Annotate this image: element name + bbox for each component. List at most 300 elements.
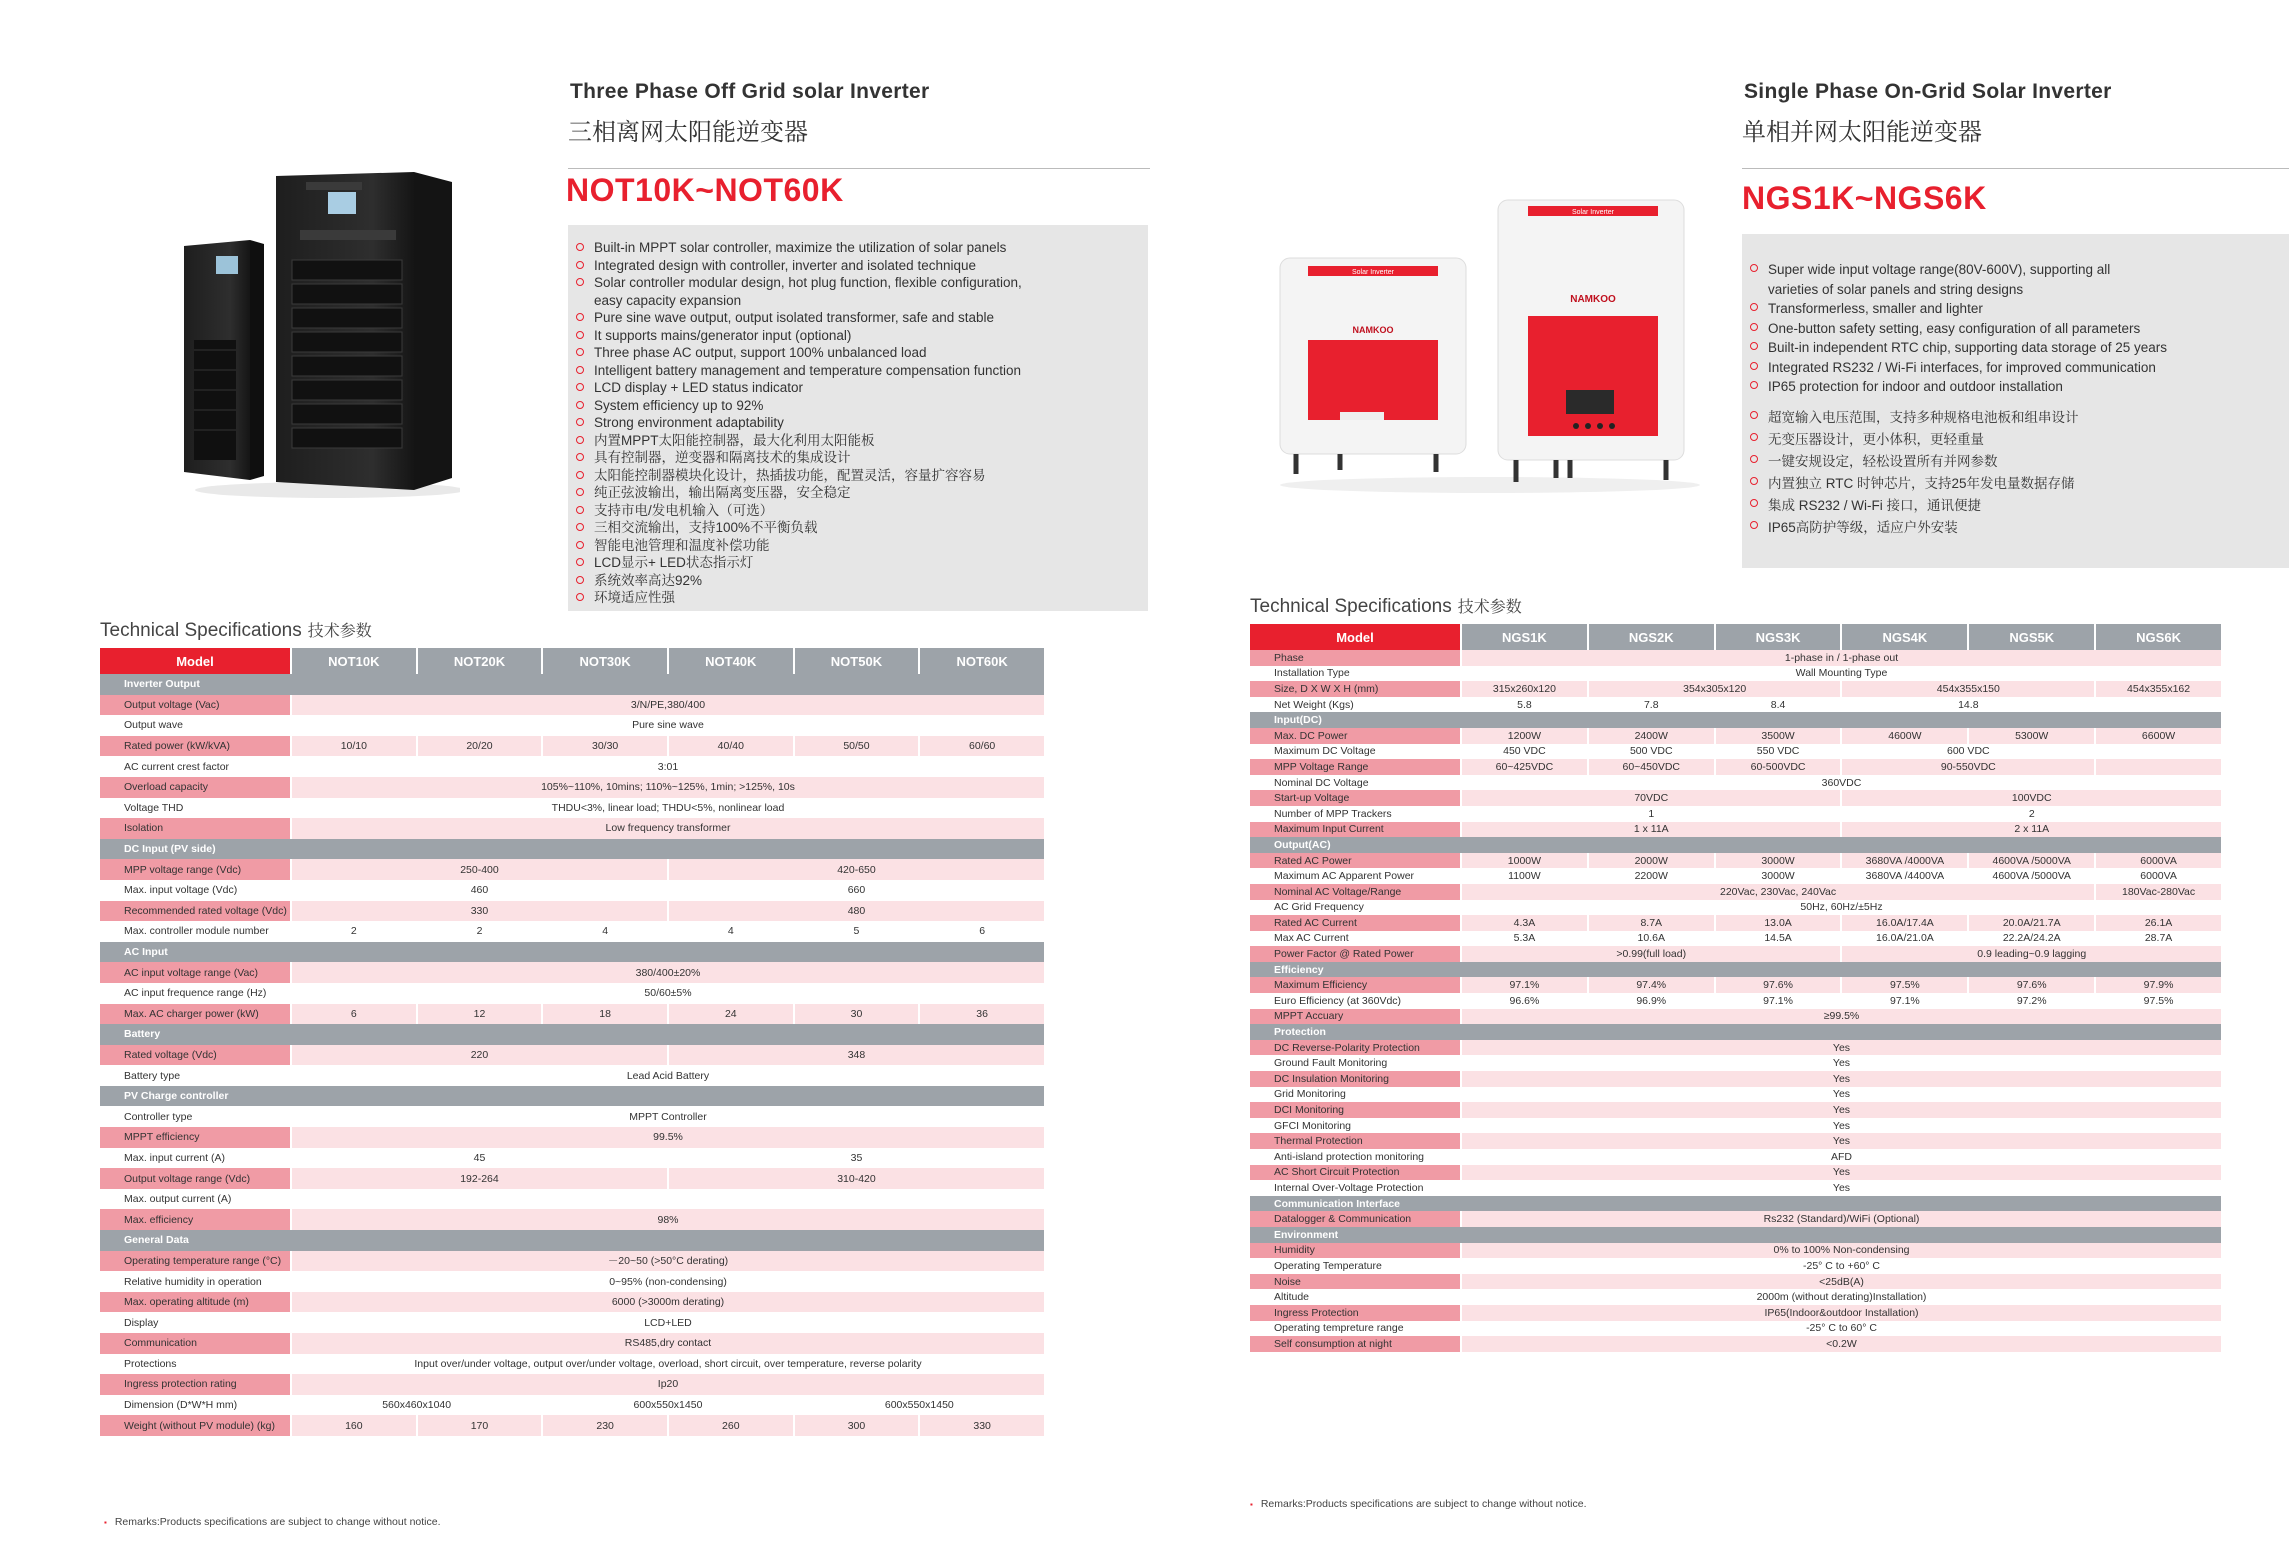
- spec-value: 8.4: [1716, 697, 1841, 713]
- spec-value: 450 VDC: [1462, 744, 1587, 760]
- feature-item: Integrated RS232 / Wi-Fi interfaces, for improved communication: [1742, 358, 2289, 378]
- table-row: [1250, 697, 2221, 713]
- spec-value: 70VDC: [1462, 790, 1840, 806]
- spec-label: Noise: [1250, 1274, 1460, 1290]
- brand-logo-left: NAMKOO: [1352, 325, 1394, 335]
- section-row: [100, 1230, 1044, 1251]
- spec-value: 500 VDC: [1589, 744, 1714, 760]
- section-row: [100, 674, 1044, 695]
- spec-value: 97.9%: [2096, 977, 2221, 993]
- table-row: [100, 798, 1044, 819]
- table-row: [1250, 1274, 2221, 1290]
- left-specs-heading: [100, 618, 372, 642]
- spec-label: Output voltage range (Vdc): [100, 1168, 290, 1189]
- spec-value: Rs232 (Standard)/WiFi (Optional): [1462, 1211, 2221, 1227]
- spec-value: 6000VA: [2096, 868, 2221, 884]
- feature-item: Three phase AC output, support 100% unbalanced load: [568, 344, 1148, 362]
- spec-value: 28.7A: [2096, 931, 2221, 947]
- spec-value: 12: [418, 1004, 542, 1025]
- table-row: [1250, 993, 2221, 1009]
- specs-title: Technical Specifications: [100, 620, 302, 641]
- spec-label: GFCI Monitoring: [1250, 1118, 1460, 1134]
- spec-value: 3000W: [1716, 853, 1841, 869]
- spec-value: 5: [795, 921, 919, 942]
- spec-value: 4.3A: [1462, 915, 1587, 931]
- spec-value: 220Vac, 230Vac, 240Vac: [1462, 884, 2094, 900]
- spec-value: 454x355x162: [2096, 681, 2221, 697]
- spec-label: Dimension (D*W*H mm): [100, 1395, 290, 1416]
- spec-label: AC Short Circuit Protection: [1250, 1165, 1460, 1181]
- inverter-label-left: Solar Inverter: [1351, 269, 1395, 276]
- spec-value: 420-650: [669, 859, 1044, 880]
- table-row: [100, 1106, 1044, 1127]
- spec-value: 380/400±20%: [292, 962, 1044, 983]
- feature-item: LCD display + LED status indicator: [568, 379, 1148, 397]
- spec-value: 3680VA /4400VA: [1842, 868, 1967, 884]
- section-label: Output(AC): [1250, 837, 2221, 853]
- spec-label: Maximum Efficiency: [1250, 977, 1460, 993]
- table-row: [100, 901, 1044, 922]
- spec-label: Weight (without PV module) (kg): [100, 1415, 290, 1436]
- section-label: Inverter Output: [100, 674, 1044, 695]
- spec-value: LCD+LED: [292, 1312, 1044, 1333]
- right-spec-table: [1248, 624, 2223, 1352]
- spec-value: 480: [669, 901, 1044, 922]
- spec-label: Max. operating altitude (m): [100, 1292, 290, 1313]
- table-row: [100, 1045, 1044, 1066]
- spec-value: 30/30: [543, 736, 667, 757]
- spec-value: 50/50: [795, 736, 919, 757]
- left-title-cn: 三相离网太阳能逆变器: [568, 119, 808, 146]
- spec-value: Pure sine wave: [292, 715, 1044, 736]
- spec-value: Ip20: [292, 1374, 1044, 1395]
- spec-value: 330: [920, 1415, 1044, 1436]
- spec-value: 35: [669, 1148, 1044, 1169]
- table-row: [1250, 1305, 2221, 1321]
- spec-value: 10/10: [292, 736, 416, 757]
- spec-value: 3680VA /4000VA: [1842, 853, 1967, 869]
- table-row: [100, 1354, 1044, 1375]
- spec-value: 50/60±5%: [292, 983, 1044, 1004]
- spec-value: 14.5A: [1716, 931, 1841, 947]
- spec-value: －20~50 (>50°C derating): [292, 1251, 1044, 1272]
- table-row: [100, 1251, 1044, 1272]
- spec-label: Operating temperature range (°C): [100, 1251, 290, 1272]
- on-grid-inverters-image: [1270, 190, 1710, 500]
- spec-label: Euro Efficiency (at 360Vdc): [1250, 993, 1460, 1009]
- model-header: Model: [100, 648, 290, 674]
- table-row: [100, 1333, 1044, 1354]
- spec-value: 97.2%: [1969, 993, 2094, 1009]
- feature-item: Strong environment adaptability: [568, 414, 1148, 432]
- spec-label: Number of MPP Trackers: [1250, 806, 1460, 822]
- spec-label: Nominal DC Voltage: [1250, 775, 1460, 791]
- spec-value: 3000W: [1716, 868, 1841, 884]
- spec-label: DC Reverse-Polarity Protection: [1250, 1040, 1460, 1056]
- specs-title-cn: 技术参数: [307, 623, 372, 640]
- brand-logo-right: NAMKOO: [1570, 294, 1616, 305]
- feature-item: System efficiency up to 92%: [568, 397, 1148, 415]
- table-row: [100, 921, 1044, 942]
- table-row: [100, 880, 1044, 901]
- spec-label: Operating tempreture range: [1250, 1321, 1460, 1337]
- table-row: [1250, 1102, 2221, 1118]
- section-row: [1250, 712, 2221, 728]
- spec-value: 5.8: [1462, 697, 1587, 713]
- spec-value: 220: [292, 1045, 667, 1066]
- spec-label: Controller type: [100, 1106, 290, 1127]
- section-label: Protection: [1250, 1024, 2221, 1040]
- section-label: Battery: [100, 1024, 1044, 1045]
- table-row: [1250, 884, 2221, 900]
- spec-value: [2096, 744, 2221, 760]
- spec-value: -25° C to +60° C: [1462, 1258, 2221, 1274]
- spec-value: 60~425VDC: [1462, 759, 1587, 775]
- spec-value: 98%: [292, 1209, 1044, 1230]
- table-row: [1250, 1258, 2221, 1274]
- table-row: [1250, 1243, 2221, 1259]
- specs-title-cn: 技术参数: [1457, 599, 1522, 616]
- right-divider: [1742, 168, 2289, 169]
- section-row: [100, 839, 1044, 860]
- spec-label: Grid Monitoring: [1250, 1087, 1460, 1103]
- spec-value: 3500W: [1716, 728, 1841, 744]
- spec-label: Thermal Protection: [1250, 1133, 1460, 1149]
- spec-value: Yes: [1462, 1055, 2221, 1071]
- spec-value: 50Hz, 60Hz/±5Hz: [1462, 900, 2221, 916]
- table-row: [1250, 806, 2221, 822]
- spec-value: [2096, 697, 2221, 713]
- spec-value: 330: [292, 901, 667, 922]
- table-row: [1250, 1009, 2221, 1025]
- spec-value: 105%~110%, 10mins; 110%~125%, 1min; >125%, 10s: [292, 777, 1044, 798]
- table-row: [100, 859, 1044, 880]
- feature-item-cn: LCD显示+ LED状态指示灯: [568, 554, 1148, 572]
- spec-value: 160: [292, 1415, 416, 1436]
- table-row: [1250, 728, 2221, 744]
- spec-value: Yes: [1462, 1087, 2221, 1103]
- spec-value: 1 x 11A: [1462, 822, 1840, 838]
- spec-value: 14.8: [1842, 697, 2094, 713]
- spec-value: 0.9 leading~0.9 lagging: [1842, 946, 2221, 962]
- feature-item-cn: 支持市电/发电机输入（可选）: [568, 502, 1148, 520]
- inverter-label-right: Solar Inverter: [1571, 209, 1615, 216]
- model-column-header: NOT30K: [543, 648, 667, 674]
- section-label: Environment: [1250, 1227, 2221, 1243]
- spec-label: Rated AC Power: [1250, 853, 1460, 869]
- spec-value: 250-400: [292, 859, 667, 880]
- spec-value: 97.6%: [1969, 977, 2094, 993]
- spec-value: [292, 1189, 1044, 1210]
- section-row: [1250, 1024, 2221, 1040]
- off-grid-inverter-cabinets-image: [180, 160, 460, 500]
- spec-value: MPPT Controller: [292, 1106, 1044, 1127]
- left-model-range: NOT10K~NOT60K: [566, 172, 844, 208]
- spec-value: 1100W: [1462, 868, 1587, 884]
- left-spec-table: [98, 648, 1046, 1436]
- spec-value: 2: [292, 921, 416, 942]
- spec-label: Output wave: [100, 715, 290, 736]
- spec-label: Phase: [1250, 650, 1460, 666]
- table-row: [1250, 1133, 2221, 1149]
- table-row: [1250, 1071, 2221, 1087]
- spec-value: 30: [795, 1004, 919, 1025]
- spec-value: 60-500VDC: [1716, 759, 1841, 775]
- left-features-cn: [568, 432, 1148, 607]
- table-row: [100, 1189, 1044, 1210]
- table-row: [1250, 1040, 2221, 1056]
- model-column-header: NGS4K: [1842, 624, 1967, 650]
- table-row: [100, 1065, 1044, 1086]
- spec-value: 97.1%: [1716, 993, 1841, 1009]
- spec-value: 26.1A: [2096, 915, 2221, 931]
- spec-value: Lead Acid Battery: [292, 1065, 1044, 1086]
- left-divider: [568, 168, 1150, 169]
- feature-item: It supports mains/generator input (optional): [568, 327, 1148, 345]
- spec-label: DC Insulation Monitoring: [1250, 1071, 1460, 1087]
- feature-item-cn: 超宽输入电压范围，支持多种规格电池板和组串设计: [1742, 407, 2289, 429]
- spec-value: 230: [543, 1415, 667, 1436]
- table-row: [1250, 1336, 2221, 1352]
- spec-value: 100VDC: [1842, 790, 2221, 806]
- feature-item-cn: 三相交流输出，支持100%不平衡负载: [568, 519, 1148, 537]
- spec-value: 18: [543, 1004, 667, 1025]
- spec-value: 3/N/PE,380/400: [292, 695, 1044, 716]
- table-row: [1250, 915, 2221, 931]
- spec-value: 96.6%: [1462, 993, 1587, 1009]
- spec-label: Max. output current (A): [100, 1189, 290, 1210]
- spec-value: 560x460x1040: [292, 1395, 541, 1416]
- table-row: [100, 695, 1044, 716]
- spec-value: 600x550x1450: [543, 1395, 792, 1416]
- spec-label: Max. controller module number: [100, 921, 290, 942]
- spec-label: Display: [100, 1312, 290, 1333]
- spec-value: 315x260x120: [1462, 681, 1587, 697]
- spec-value: <0.2W: [1462, 1336, 2221, 1352]
- section-row: [1250, 1196, 2221, 1212]
- model-column-header: NOT60K: [920, 648, 1044, 674]
- spec-value: 2000W: [1589, 853, 1714, 869]
- spec-value: 6000VA: [2096, 853, 2221, 869]
- spec-value: 300: [795, 1415, 919, 1436]
- spec-label: Internal Over-Voltage Protection: [1250, 1180, 1460, 1196]
- spec-label: Max. AC charger power (kW): [100, 1004, 290, 1025]
- spec-label: AC input frequence range (Hz): [100, 983, 290, 1004]
- table-row: [1250, 853, 2221, 869]
- model-header: Model: [1250, 624, 1460, 650]
- spec-label: Self consumption at night: [1250, 1336, 1460, 1352]
- spec-value: 5.3A: [1462, 931, 1587, 947]
- feature-item-cn: 内置MPPT太阳能控制器，最大化利用太阳能板: [568, 432, 1148, 450]
- spec-value: 97.1%: [1462, 977, 1587, 993]
- right-feature-box: [1742, 234, 2289, 568]
- table-row: [100, 1312, 1044, 1333]
- table-row: [100, 777, 1044, 798]
- table-row: [1250, 946, 2221, 962]
- spec-value: Yes: [1462, 1118, 2221, 1134]
- spec-label: MPPT Accuary: [1250, 1009, 1460, 1025]
- spec-value: 1000W: [1462, 853, 1587, 869]
- spec-value: 354x305x120: [1589, 681, 1841, 697]
- table-row: [100, 1415, 1044, 1436]
- feature-item-continued: varieties of solar panels and string designs: [1768, 281, 2024, 297]
- spec-label: DCI Monitoring: [1250, 1102, 1460, 1118]
- spec-value: 600 VDC: [1842, 744, 2094, 760]
- section-label: General Data: [100, 1230, 1044, 1251]
- feature-item: Pure sine wave output, output isolated transformer, safe and stable: [568, 309, 1148, 327]
- feature-item: Built-in MPPT solar controller, maximize the utilization of solar panels: [568, 239, 1148, 257]
- section-label: Input(DC): [1250, 712, 2221, 728]
- section-label: DC Input (PV side): [100, 839, 1044, 860]
- right-title-cn: 单相并网太阳能逆变器: [1742, 119, 1982, 146]
- feature-item-cn: 智能电池管理和温度补偿功能: [568, 537, 1148, 555]
- spec-value: 24: [669, 1004, 793, 1025]
- spec-label: Isolation: [100, 818, 290, 839]
- spec-value: RS485,dry contact: [292, 1333, 1044, 1354]
- section-row: [100, 1024, 1044, 1045]
- table-row: [1250, 790, 2221, 806]
- table-row: [1250, 1055, 2221, 1071]
- spec-label: Maximum AC Apparent Power: [1250, 868, 1460, 884]
- spec-value: 2200W: [1589, 868, 1714, 884]
- spec-label: Recommended rated voltage (Vdc): [100, 901, 290, 922]
- spec-label: Ingress Protection: [1250, 1305, 1460, 1321]
- table-row: [100, 1004, 1044, 1025]
- spec-value: 550 VDC: [1716, 744, 1841, 760]
- feature-item-cn: 无变压器设计，更小体积，更轻重量: [1742, 429, 2289, 451]
- feature-item-cn: 环境适应性强: [568, 589, 1148, 607]
- spec-label: Max AC Current: [1250, 931, 1460, 947]
- feature-item: Super wide input voltage range(80V-600V), supporting all: [1742, 260, 2289, 280]
- right-features-cn: [1742, 407, 2289, 539]
- spec-value: 13.0A: [1716, 915, 1841, 931]
- spec-value: 2400W: [1589, 728, 1714, 744]
- feature-item-cn: 一键安规设定，轻松设置所有并网参数: [1742, 451, 2289, 473]
- spec-label: Power Factor @ Rated Power: [1250, 946, 1460, 962]
- spec-value: 4: [543, 921, 667, 942]
- table-row: [100, 818, 1044, 839]
- spec-value: 40/40: [669, 736, 793, 757]
- model-column-header: NOT20K: [418, 648, 542, 674]
- spec-value: [2096, 759, 2221, 775]
- feature-item: Built-in independent RTC chip, supporting data storage of 25 years: [1742, 338, 2289, 358]
- section-row: [100, 1086, 1044, 1107]
- spec-value: 97.4%: [1589, 977, 1714, 993]
- table-row: [1250, 1149, 2221, 1165]
- feature-item-cn: 太阳能控制器模块化设计，热插拔功能，配置灵活，容量扩容容易: [568, 467, 1148, 485]
- spec-label: AC input voltage range (Vac): [100, 962, 290, 983]
- model-column-header: NGS6K: [2096, 624, 2221, 650]
- spec-value: 310-420: [669, 1168, 1044, 1189]
- spec-value: 170: [418, 1415, 542, 1436]
- spec-label: Output voltage (Vac): [100, 695, 290, 716]
- spec-label: Ingress protection rating: [100, 1374, 290, 1395]
- spec-value: 2: [418, 921, 542, 942]
- table-row: [1250, 1165, 2221, 1181]
- spec-value: 4: [669, 921, 793, 942]
- spec-value: 260: [669, 1415, 793, 1436]
- right-model-range: NGS1K~NGS6K: [1742, 180, 1987, 216]
- left-features-en: [568, 225, 1148, 432]
- spec-label: Datalogger & Communication: [1250, 1211, 1460, 1227]
- table-row: [1250, 759, 2221, 775]
- table-row: [100, 1292, 1044, 1313]
- table-row: [100, 1374, 1044, 1395]
- spec-label: Rated voltage (Vdc): [100, 1045, 290, 1066]
- spec-label: AC current crest factor: [100, 756, 290, 777]
- table-row: [100, 1395, 1044, 1416]
- spec-label: Operating Temperature: [1250, 1258, 1460, 1274]
- table-row: [1250, 1118, 2221, 1134]
- spec-value: 660: [669, 880, 1044, 901]
- spec-value: 10.6A: [1589, 931, 1714, 947]
- spec-label: Maximum Input Current: [1250, 822, 1460, 838]
- model-column-header: NGS1K: [1462, 624, 1587, 650]
- table-row: [100, 962, 1044, 983]
- spec-value: AFD: [1462, 1149, 2221, 1165]
- spec-value: ≥99.5%: [1462, 1009, 2221, 1025]
- table-row: [100, 1127, 1044, 1148]
- left-feature-box: [568, 225, 1148, 611]
- table-row: [100, 736, 1044, 757]
- spec-value: 454x355x150: [1842, 681, 2094, 697]
- spec-label: MPPT efficiency: [100, 1127, 290, 1148]
- spec-value: 6600W: [2096, 728, 2221, 744]
- table-row: [100, 983, 1044, 1004]
- spec-value: >0.99(full load): [1462, 946, 1840, 962]
- spec-value: Yes: [1462, 1180, 2221, 1196]
- table-row: [1250, 931, 2221, 947]
- left-title-en: Three Phase Off Grid solar Inverter: [570, 80, 930, 103]
- spec-label: Protections: [100, 1354, 290, 1375]
- spec-label: Nominal AC Voltage/Range: [1250, 884, 1460, 900]
- spec-value: 180Vac-280Vac: [2096, 884, 2221, 900]
- right-title-en: Single Phase On-Grid Solar Inverter: [1744, 80, 2112, 103]
- model-column-header: NGS5K: [1969, 624, 2094, 650]
- spec-value: 22.2A/24.2A: [1969, 931, 2094, 947]
- spec-value: 1: [1462, 806, 1840, 822]
- right-features-en: [1742, 234, 2289, 397]
- spec-value: 97.5%: [2096, 993, 2221, 1009]
- feature-item-cn: IP65高防护等级，适应户外安装: [1742, 517, 2289, 539]
- spec-label: Humidity: [1250, 1243, 1460, 1259]
- table-row: [1250, 1087, 2221, 1103]
- spec-value: 97.1%: [1842, 993, 1967, 1009]
- feature-item: Solar controller modular design, hot plug function, flexible configuration,: [568, 274, 1148, 292]
- spec-value: 36: [920, 1004, 1044, 1025]
- spec-label: Max. efficiency: [100, 1209, 290, 1230]
- spec-value: 348: [669, 1045, 1044, 1066]
- feature-item-cn: 纯正弦波输出，输出隔离变压器，安全稳定: [568, 484, 1148, 502]
- table-row: [1250, 1180, 2221, 1196]
- spec-value: Yes: [1462, 1133, 2221, 1149]
- spec-label: Altitude: [1250, 1289, 1460, 1305]
- spec-label: Anti-island protection monitoring: [1250, 1149, 1460, 1165]
- section-row: [1250, 962, 2221, 978]
- spec-value: 8.7A: [1589, 915, 1714, 931]
- spec-value: 97.5%: [1842, 977, 1967, 993]
- spec-value: 90-550VDC: [1842, 759, 2094, 775]
- spec-value: 6: [920, 921, 1044, 942]
- spec-value: -25° C to 60° C: [1462, 1321, 2221, 1337]
- spec-value: 1200W: [1462, 728, 1587, 744]
- spec-value: 6: [292, 1004, 416, 1025]
- spec-value: 0~95% (non-condensing): [292, 1271, 1044, 1292]
- spec-label: Start-up Voltage: [1250, 790, 1460, 806]
- spec-label: AC Grid Frequency: [1250, 900, 1460, 916]
- section-label: Communication Interface: [1250, 1196, 2221, 1212]
- spec-label: Max. input current (A): [100, 1148, 290, 1169]
